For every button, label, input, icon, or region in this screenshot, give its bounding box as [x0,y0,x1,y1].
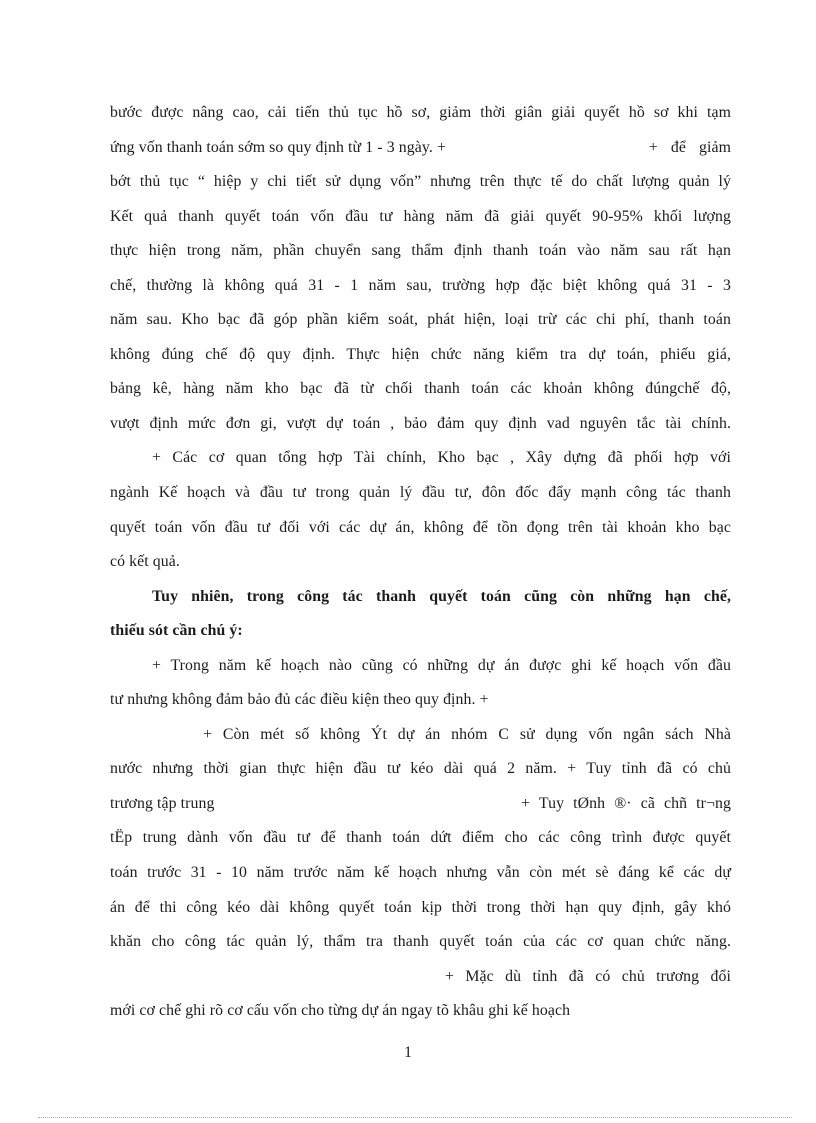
document-line: + Các cơ quan tổng hợp Tài chính, Kho bạc , Xây dựng đã phối hợp với [152,449,731,467]
heading-line: Tuy nhiên, trong công tác thanh quyết toán cũng còn những hạn chế, [152,587,731,605]
document-body [110,96,731,1029]
document-line: Kết quả thanh quyết toán vốn đầu tư hàng năm đã giải quyết 90-95% khối lượng [110,207,731,225]
document-line: không đúng chế độ quy định. Thực hiện chức năng kiểm tra dự toán, phiếu giá, [110,345,731,363]
document-line: bước được nâng cao, cải tiến thủ tục hồ sơ, giảm thời giân giải quyết hồ sơ khi tạm [110,104,731,121]
document-line: tư nhưng không đảm bảo đủ các điều kiện theo quy định. + [110,691,489,709]
document-line: án để thi công kéo dài không quyết toán kịp thời trong thời hạn quy định, gây khó [110,898,731,916]
line-left-segment: trương tập trung [110,794,215,812]
document-line: chế, thường là không quá 31 - 1 năm sau, trường hợp đặc biệt không quá 31 - 3 [110,276,731,294]
document-line: bớt thủ tục “ hiệp y chi tiết sử dụng vốn” nhưng trên thực tế do chất lượng quản lý [110,173,731,191]
line-left-segment: ứng vốn thanh toán sớm so quy định từ 1 - 3 ngày. + [110,138,446,156]
page-number: 1 [404,1044,412,1061]
document-line [110,131,731,166]
document-line: ngành Kế hoạch và đầu tư trong quản lý đầu tư, đôn đốc đẩy mạnh công tác thanh [110,484,731,502]
line-right-segment: + để giảm [648,138,731,156]
document-line [110,787,731,822]
document-line: + Trong năm kế hoạch nào cũng có những dự án được ghi kế hoạch vốn đầu [152,656,731,674]
document-line: toán trước 31 - 10 năm trước năm kế hoạch nhưng vẫn còn mét sè đáng kể các dự [110,864,731,882]
document-line: mới cơ chế ghi rõ cơ cấu vốn cho từng dự án ngay tõ khâu ghi kế hoạch [110,1002,571,1020]
document-line: năm sau. Kho bạc đã góp phần kiểm soát, phát hiện, loại trừ các chi phí, thanh toán [110,311,731,329]
heading-line: thiếu sót cần chú ý: [110,622,243,640]
document-line: tËp trung dành vốn đầu tư để thanh toán dứt điểm cho các công trình được quyết [110,829,731,847]
document-line: + Còn mét số không Ýt dự án nhóm C sử dụng vốn ngân sách Nhà [203,725,731,743]
document-line: bảng kê, hàng năm kho bạc đã từ chối thanh toán các khoản không đúngchế độ, [110,380,731,398]
document-line: vượt định mức đơn gi, vượt dự toán , bảo đảm quy định vad nguyên tắc tài chính. [110,414,731,432]
document-line: có kết quả. [110,553,180,571]
line-right-segment: + Tuy tØnh ®· cã chñ tr¬ng [521,794,731,812]
document-line: nước nhưng thời gian thực hiện đầu tư kéo dài quá 2 năm. + Tuy tỉnh đã có chủ [110,760,731,778]
document-line: thực hiện trong năm, phần chuyển sang thẩm định thanh toán vào năm sau rất hạn [110,242,731,260]
document-line: + Mặc dù tỉnh đã có chủ trương đổi [445,967,731,985]
document-line: khăn cho công tác quản lý, thẩm tra thanh quyết toán của các cơ quan chức năng. [110,933,731,951]
page-bottom-dotted-line [38,1117,792,1118]
document-line: quyết toán vốn đầu tư đối với các dự án, không để tồn đọng trên tài khoản kho bạc [110,518,731,536]
